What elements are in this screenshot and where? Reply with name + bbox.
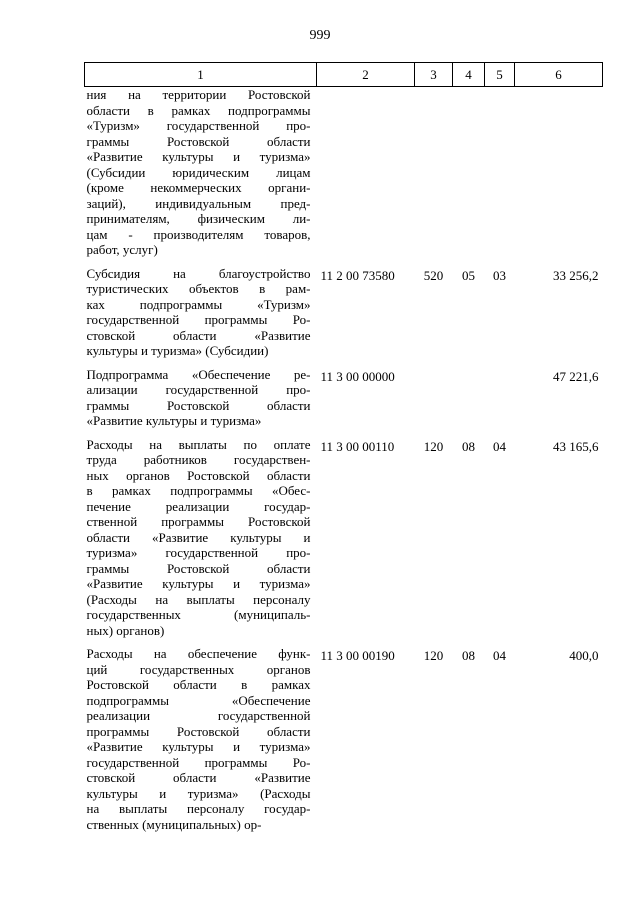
row-expense-type: 120: [423, 648, 444, 663]
description-line: труда работников государствен-: [86, 452, 311, 467]
row-section: 08: [462, 648, 475, 663]
row-code: 11 3 00 00190: [320, 648, 395, 663]
row-subsection: [485, 367, 515, 437]
row-amount: 47 221,6: [553, 368, 599, 384]
description-line: ализации государственной про-: [86, 382, 311, 397]
row-code: 11 3 00 00110: [320, 438, 395, 454]
row-subsection: [485, 87, 515, 266]
row-expense-type: 120: [423, 438, 444, 454]
description-line: принимателям, физическим ли-: [86, 211, 311, 226]
description-line: стовской области «Развитие: [86, 327, 311, 343]
column-header: 1: [85, 63, 317, 87]
row-amount: [515, 87, 603, 266]
row-section: [453, 87, 485, 266]
description-line: граммы Ростовской области: [86, 560, 311, 576]
row-description: [85, 646, 317, 840]
description-line: «Развитие культуры и туризма»: [86, 576, 311, 591]
description-line: «Туризм» государственной про-: [86, 118, 311, 133]
description-line: заций), индивидуальным пред-: [86, 195, 311, 211]
row-expense-type: [415, 87, 453, 266]
description-line: области «Развитие культуры и: [86, 529, 311, 545]
description-line: туристических объектов в рам-: [86, 281, 311, 296]
description-line: работ, услуг): [86, 242, 158, 257]
description-line: в рамках подпрограммы «Обес-: [86, 483, 311, 498]
column-header: 3: [415, 63, 453, 87]
description-line: ных) органов): [86, 622, 165, 638]
description-line: туризма» государственной про-: [86, 545, 311, 560]
description-line: граммы Ростовской области: [86, 397, 311, 413]
row-amount: 400,0: [569, 648, 599, 663]
description-line: на выплаты персоналу государ-: [86, 801, 311, 816]
description-line: реализации государственной: [86, 708, 311, 723]
page-number: 999: [309, 28, 331, 43]
table-row: [85, 646, 603, 840]
row-description: [85, 437, 317, 647]
description-line: ственных (муниципальных) ор-: [86, 816, 262, 832]
description-line: Расходы на выплаты по оплате: [86, 436, 311, 452]
description-line: печение реализации государ-: [86, 498, 311, 514]
row-amount: 33 256,2: [553, 267, 599, 283]
description-line: «Развитие культуры и туризма»: [86, 739, 311, 754]
table-row: [85, 266, 603, 367]
row-section: 05: [462, 267, 475, 283]
row-section: 08: [462, 438, 475, 454]
row-code: 11 3 00 00000: [320, 368, 395, 384]
description-line: ций государственных органов: [86, 661, 311, 677]
description-line: государственной программы Ро-: [86, 312, 311, 327]
description-line: государственных (муниципаль-: [86, 607, 311, 622]
description-line: подпрограммы «Обеспечение: [86, 692, 311, 708]
description-line: цам - производителям товаров,: [86, 226, 311, 242]
table-row: [85, 367, 603, 437]
row-section: [453, 367, 485, 437]
description-line: области в рамках подпрограммы: [86, 102, 311, 118]
description-line: государственной программы Ро-: [86, 754, 311, 770]
description-line: стовской области «Развитие: [86, 770, 311, 785]
row-subsection: 03: [493, 267, 506, 283]
row-expense-type: 520: [423, 267, 444, 283]
row-description: [85, 266, 317, 367]
row-description: [85, 367, 317, 437]
row-amount: 43 165,6: [553, 438, 599, 454]
description-line: Субсидия на благоустройство: [86, 265, 311, 281]
description-line: культуры и туризма» (Расходы: [86, 785, 311, 801]
column-header: 4: [453, 63, 485, 87]
description-line: (Субсидии юридическим лицам: [86, 164, 311, 180]
description-line: «Развитие культуры и туризма»: [86, 413, 262, 428]
description-line: ных органов Ростовской области: [86, 467, 311, 483]
description-line: ния на территории Ростовской: [86, 87, 311, 102]
row-code: [317, 87, 415, 266]
description-line: граммы Ростовской области: [86, 133, 311, 149]
description-line: культуры и туризма» (Субсидии): [86, 343, 269, 358]
description-line: «Развитие культуры и туризма»: [86, 149, 311, 164]
description-line: ственной программы Ростовской: [86, 514, 311, 529]
description-line: ках подпрограммы «Туризм»: [86, 296, 311, 312]
row-description: [85, 87, 317, 266]
table-row: [85, 87, 603, 266]
table-header-row: [85, 63, 603, 87]
row-expense-type: [415, 367, 453, 437]
row-subsection: 04: [493, 648, 506, 663]
description-line: Подпрограмма «Обеспечение ре-: [86, 366, 311, 382]
row-code: 11 2 00 73580: [320, 267, 395, 283]
budget-table: [84, 62, 603, 840]
column-header: 2: [317, 63, 415, 87]
table-row: [85, 437, 603, 647]
description-line: Расходы на обеспечение функ-: [86, 646, 311, 661]
row-subsection: 04: [493, 438, 506, 454]
description-line: (кроме некоммерческих органи-: [86, 180, 311, 195]
description-line: программы Ростовской области: [86, 723, 311, 739]
column-header: 6: [515, 63, 603, 87]
description-line: Ростовской области в рамках: [86, 677, 311, 692]
table-body: [85, 87, 603, 841]
column-header: 5: [485, 63, 515, 87]
description-line: (Расходы на выплаты персоналу: [86, 591, 311, 607]
